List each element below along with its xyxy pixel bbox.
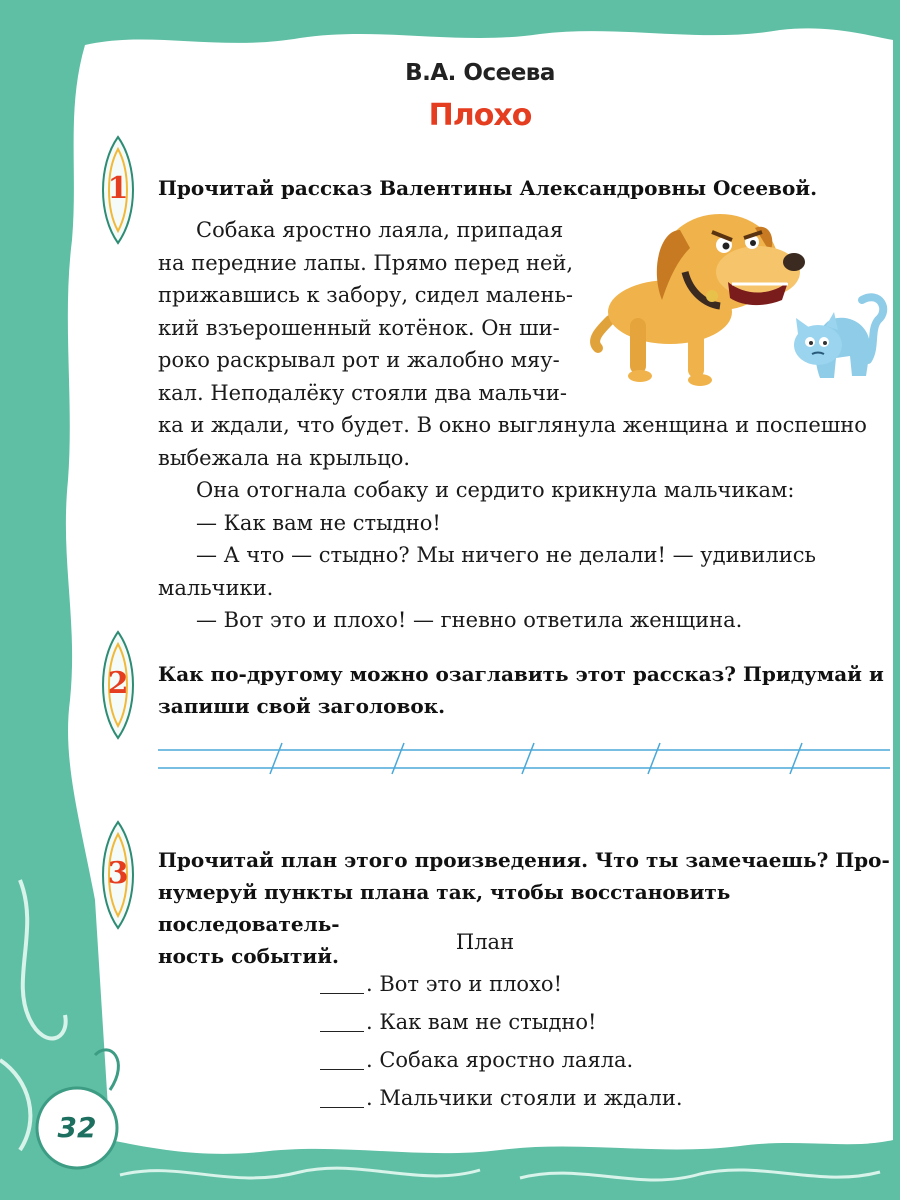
wave-decoration bbox=[520, 1170, 880, 1180]
task-line: нумеруй пункты плана так, чтобы восстановить последователь- bbox=[158, 880, 731, 936]
task-number: 3 bbox=[107, 856, 129, 891]
plan-number-blank[interactable] bbox=[320, 1049, 364, 1070]
story-line: кий взъерошенный котёнок. Он ши- bbox=[158, 315, 560, 340]
swirl-decoration bbox=[0, 1060, 30, 1150]
plan-item: . Вот это и плохо! bbox=[320, 972, 562, 996]
story-paragraph: — Вот это и плохо! — гневно ответила женщина. bbox=[196, 608, 743, 632]
answer-field[interactable] bbox=[158, 740, 890, 776]
story-line: роко раскрывал рот и жалобно мяу- bbox=[158, 348, 560, 372]
task-line: Прочитай план этого произведения. Что ты замечаешь? Про- bbox=[158, 848, 890, 872]
plan-item: . Как вам не стыдно! bbox=[320, 1010, 597, 1034]
plan-title: План bbox=[455, 930, 515, 954]
plan-item: . Мальчики стояли и ждали. bbox=[320, 1086, 683, 1110]
story-paragraph: — Как вам не стыдно! bbox=[196, 510, 441, 535]
task-line: запиши свой заголовок. bbox=[158, 694, 446, 718]
story-paragraph: — А что — стыдно? Мы ничего не делали! — удивились bbox=[196, 543, 816, 567]
plan-item-text: Собака яростно лаяла. bbox=[379, 1048, 634, 1072]
task-number: 2 bbox=[107, 666, 129, 701]
plan-number-blank[interactable] bbox=[320, 973, 364, 994]
story-line: на передние лапы. Прямо перед ней, bbox=[158, 250, 574, 275]
story-line: выбежала на крыльцо. bbox=[158, 445, 411, 470]
task-number: 1 bbox=[107, 171, 129, 206]
task-badge-1 bbox=[88, 135, 148, 245]
story-line: прижавшись к забору, сидел малень- bbox=[158, 283, 573, 307]
swirl-decoration bbox=[20, 880, 66, 1039]
task-1-instruction: Прочитай рассказ Валентины Александровны Осеевой. bbox=[158, 176, 818, 200]
author-name: В.А. Осеева bbox=[405, 60, 555, 86]
plan-item: . Собака яростно лаяла. bbox=[320, 1048, 633, 1072]
story-line: ка и ждали, что будет. В окно выглянула женщина и поспешно bbox=[158, 413, 867, 437]
task-badge-2 bbox=[88, 630, 148, 740]
task-line: Как по-другому можно озаглавить этот рассказ? Придумай и bbox=[158, 662, 884, 686]
plan-item-text: Вот это и плохо! bbox=[379, 972, 563, 996]
page-number: 32 bbox=[57, 1111, 97, 1144]
story-line: кал. Неподалёку стояли два мальчи- bbox=[158, 380, 567, 405]
task-2-instruction bbox=[158, 658, 890, 722]
task-line: ность событий. bbox=[158, 944, 340, 968]
plan-item-text: Мальчики стояли и ждали. bbox=[379, 1086, 683, 1110]
plan-item-text: Как вам не стыдно! bbox=[379, 1010, 597, 1034]
story-line: Собака яростно лаяла, припадая bbox=[196, 218, 564, 242]
task-badge-3 bbox=[88, 820, 148, 930]
story-text bbox=[158, 214, 890, 637]
plan-number-blank[interactable] bbox=[320, 1087, 364, 1108]
story-paragraph: Она отогнала собаку и сердито крикнула мальчикам: bbox=[196, 478, 795, 502]
plan-number-blank[interactable] bbox=[320, 1011, 364, 1032]
story-line: мальчики. bbox=[158, 575, 274, 600]
story-title: Плохо bbox=[428, 98, 532, 133]
wave-decoration bbox=[120, 1168, 480, 1178]
